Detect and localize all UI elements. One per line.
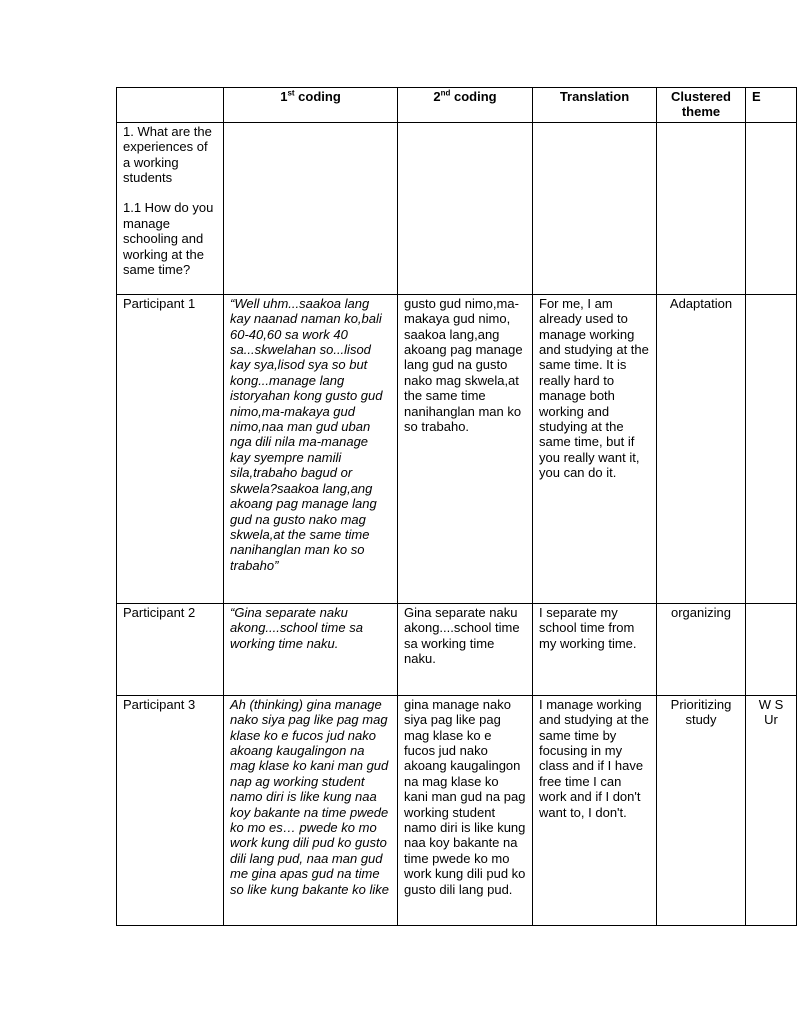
header-participant — [117, 88, 224, 123]
table-header-row — [117, 88, 797, 123]
extra-cell — [746, 603, 797, 695]
translation-cell: I manage working and studying at the same time by focusing in my class and if I have free time I can work and if I don't want to, I don't. — [533, 695, 657, 925]
participant-label: Participant 2 — [117, 603, 224, 695]
second-coding-cell: gusto gud nimo,ma-makaya gud nimo, saakoa lang,ang akoang pag manage lang gud na gusto nako mag skwela,at the same time nanihanglan man ko so trabaho. — [398, 294, 533, 603]
question-cell — [117, 122, 224, 294]
header-extra: E — [746, 88, 797, 123]
empty-cell — [224, 122, 398, 294]
first-coding-cell: “Gina separate naku akong....school time sa working time naku. — [224, 603, 398, 695]
empty-cell — [398, 122, 533, 294]
header-second-coding: 2nd coding — [398, 88, 533, 123]
table-row — [117, 294, 797, 603]
table-row — [117, 122, 797, 294]
first-coding-cell: “Well uhm...saakoa lang kay naanad naman ko,bali 60-40,60 sa work 40 sa...skwelahan so...lisod kay sya,lisod sya so but kong...manage lang istoryahan kong gusto gud nimo,ma-makaya gud nimo,naa man gud uban nga dili nila ma-manage kay syempre namili sila,trabaho bagud or skwela?saakoa lang,ang akoang pag manage lang gud na gusto nako mag skwela,at the same time nanihanglan man ko so trabaho” — [224, 294, 398, 603]
table-row — [117, 603, 797, 695]
question-sub: 1.1 How do you manage schooling and working at the same time? — [123, 200, 214, 278]
extra-cell — [746, 294, 797, 603]
participant-label: Participant 1 — [117, 294, 224, 603]
participant-label: Participant 3 — [117, 695, 224, 925]
header-translation: Translation — [533, 88, 657, 123]
header-first-coding: 1st coding — [224, 88, 398, 123]
second-coding-cell: Gina separate naku akong....school time sa working time naku. — [398, 603, 533, 695]
question-main: 1. What are the experiences of a working students — [123, 123, 212, 186]
translation-cell: For me, I am already used to manage working and studying at the same time. It is really hard to manage both working and studying at the same time, but if you really want it, you can do it. — [533, 294, 657, 603]
extra-cell: W S Ur — [746, 695, 797, 925]
empty-cell — [657, 122, 746, 294]
coding-table — [116, 87, 797, 926]
theme-cell: organizing — [657, 603, 746, 695]
theme-cell: Prioritizing study — [657, 695, 746, 925]
empty-cell — [746, 122, 797, 294]
header-clustered-theme: Clustered theme — [657, 88, 746, 123]
empty-cell — [533, 122, 657, 294]
theme-cell: Adaptation — [657, 294, 746, 603]
second-coding-cell: gina manage nako siya pag like pag mag klase ko e fucos jud nako akoang kaugalingon na mag klase ko kani man gud na pag working student namo diri is like kung naa koy bakante na time pwede ko mo work kung dili pud ko gusto dili lang pud. — [398, 695, 533, 925]
first-coding-cell: Ah (thinking) gina manage nako siya pag like pag mag klase ko e fucos jud nako akoang kaugalingon na mag klase ko kani man gud nap ag working student namo diri is like kung naa koy bakante na time pwede ko mo es… pwede ko mo work kung dili pud ko gusto dili lang pud, naa man gud me gina apas gud na time so like kung bakante ko like — [224, 695, 398, 925]
table-row — [117, 695, 797, 925]
translation-cell: I separate my school time from my working time. — [533, 603, 657, 695]
